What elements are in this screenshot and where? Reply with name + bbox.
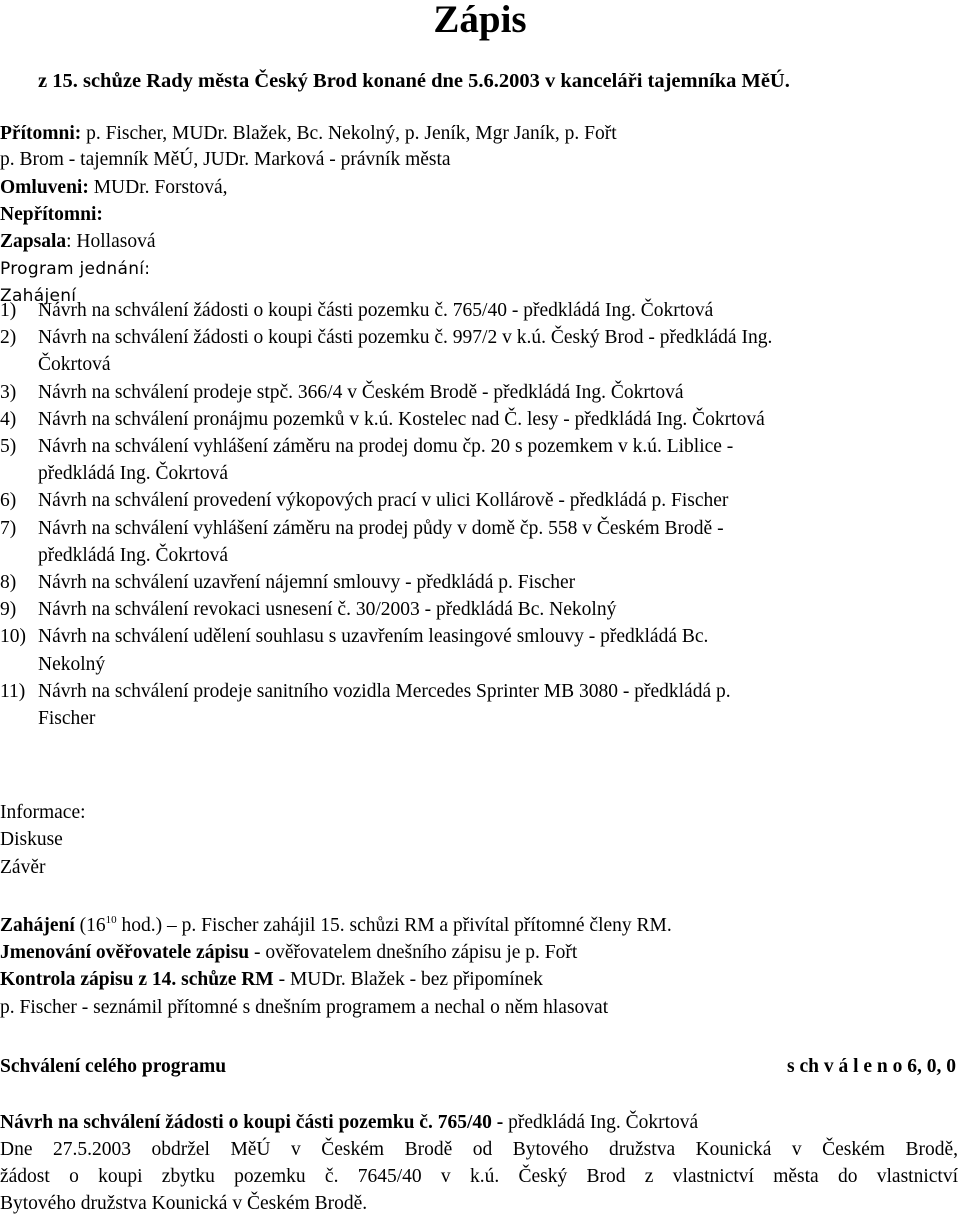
- opening-time-post: hod.): [116, 915, 163, 936]
- agenda-item-text: Návrh na schválení udělení souhlasu s uzavřením leasingové smlouvy - předkládá Bc.: [38, 626, 709, 648]
- item1-label: Návrh na schválení žádosti o koupi části pozemku č. 765/40 -: [0, 1112, 504, 1133]
- discussion-heading: Diskuse: [0, 829, 63, 850]
- attendance-recorder: [0, 229, 155, 255]
- info-heading: Informace:: [0, 802, 86, 823]
- recorder-label: Zapsala: [0, 231, 67, 252]
- present-text: p. Fischer, MUDr. Blažek, Bc. Nekolný, p. Jeník, Mgr Janík, p. Fořt: [81, 123, 617, 144]
- attendance-present: [0, 121, 617, 147]
- agenda-item-text: Návrh na schválení prodeje sanitního vozidla Mercedes Sprinter MB 3080 - předkládá p.: [38, 680, 731, 702]
- agenda-item-number: 11): [0, 680, 26, 702]
- agenda-item: [0, 516, 960, 570]
- opening-time-sup: 10: [105, 914, 117, 926]
- agenda-item-text: Návrh na schválení provedení výkopových prací v ulici Kollárově - předkládá p. Fischer: [38, 490, 729, 512]
- item1-body-line-1: Dne 27.5.2003 obdržel MěÚ v Českém Brodě od Bytového družstva Kounická v Českém Brodě,: [0, 1139, 958, 1160]
- item1-heading: [0, 1110, 698, 1136]
- verifier-label: Jmenování ověřovatele zápisu: [0, 942, 250, 963]
- verifier-line: [0, 940, 577, 966]
- agenda-item-text: Návrh na schválení vyhlášení záměru na prodej půdy v domě čp. 558 v Českém Brodě -: [38, 517, 724, 539]
- agenda-item: [0, 298, 960, 325]
- agenda-item-text: Návrh na schválení prodeje stpč. 366/4 v Českém Brodě - předkládá Ing. Čokrtová: [38, 381, 684, 403]
- agenda-item-number: 5): [0, 436, 17, 457]
- opening-time-pre: (16: [74, 915, 106, 936]
- agenda-item-number: 6): [0, 490, 17, 512]
- control-label: Kontrola zápisu z 14. schůze RM: [0, 969, 274, 990]
- verifier-text: - ověřovatelem dnešního zápisu je p. Fořt: [249, 942, 578, 963]
- agenda-item-text: Fischer: [38, 707, 96, 729]
- opening-section-label: Zahájení: [0, 915, 75, 936]
- program-note: p. Fischer - seznámil přítomné s dnešním programem a nechal o něm hlasovat: [0, 997, 609, 1018]
- agenda-item: [0, 380, 960, 407]
- control-line: [0, 967, 543, 993]
- excused-text: MUDr. Forstová,: [88, 177, 228, 198]
- conclusion-heading: Závěr: [0, 857, 46, 878]
- agenda-item-number: 8): [0, 572, 17, 593]
- opening-section: [0, 913, 672, 939]
- document-title: Zápis: [433, 0, 527, 41]
- excused-label: Omluveni:: [0, 177, 89, 198]
- agenda-item: [0, 597, 960, 624]
- agenda-item-text: Návrh na schválení vyhlášení záměru na prodej domu čp. 20 s pozemkem v k.ú. Liblice -: [38, 436, 734, 457]
- agenda-item-number: 7): [0, 517, 17, 539]
- item1-text: předkládá Ing. Čokrtová: [503, 1112, 699, 1133]
- agenda-item: [0, 624, 960, 678]
- agenda-item: [0, 488, 960, 515]
- agenda-item-text: Čokrtová: [38, 354, 111, 376]
- agenda-item: [0, 679, 960, 733]
- agenda-item: [0, 434, 960, 488]
- agenda-item-text: Návrh na schválení žádosti o koupi části pozemku č. 765/40 - předkládá Ing. Čokrtová: [38, 300, 714, 321]
- agenda-item-text: Návrh na schválení žádosti o koupi části pozemku č. 997/2 v k.ú. Český Brod - předkládá Ing.: [38, 327, 773, 349]
- opening-section-text: – p. Fischer zahájil 15. schůzi RM a přivítal přítomné členy RM.: [162, 915, 672, 936]
- present-label: Přítomni:: [0, 123, 82, 144]
- item1-body-line-3: Bytového družstva Kounická v Českém Brodě.: [0, 1193, 368, 1214]
- program-opening: Zahájení: [0, 286, 77, 306]
- approval-result: s ch v á l e n o 6, 0, 0: [786, 1056, 956, 1077]
- attendance-excused: [0, 175, 228, 201]
- attendance-absent: Nepřítomni:: [0, 204, 103, 225]
- document-subtitle: z 15. schůze Rady města Český Brod konané dne 5.6.2003 v kanceláři tajemníka MěÚ.: [38, 70, 790, 92]
- agenda-item-number: 2): [0, 327, 17, 349]
- agenda-item-text: Návrh na schválení pronájmu pozemků v k.ú. Kostelec nad Č. lesy - předkládá Ing. Čokrtová: [38, 408, 765, 430]
- agenda-item: [0, 570, 960, 597]
- agenda-item: [0, 325, 960, 379]
- agenda-item-number: 3): [0, 381, 17, 403]
- agenda-item-number: 9): [0, 599, 17, 621]
- agenda-item-text: Návrh na schválení revokaci usnesení č. 30/2003 - předkládá Bc. Nekolný: [38, 599, 617, 621]
- agenda-item-number: 4): [0, 408, 17, 430]
- approval-label: Schválení celého programu: [0, 1056, 227, 1077]
- item1-body-line-2: žádost o koupi zbytku pozemku č. 7645/40 v k.ú. Český Brod z vlastnictví města do vlastnictví: [0, 1166, 958, 1187]
- agenda-item-text: předkládá Ing. Čokrtová: [38, 463, 229, 485]
- agenda-item: [0, 407, 960, 434]
- agenda-item-number: 10): [0, 626, 26, 648]
- control-text: - MUDr. Blažek - bez připomínek: [273, 969, 543, 990]
- recorder-text: : Hollasová: [66, 231, 156, 252]
- attendance-present-2: p. Brom - tajemník MěÚ, JUDr. Marková - právník města: [0, 149, 451, 170]
- agenda-item-text: Nekolný: [38, 653, 106, 675]
- agenda-item-text: předkládá Ing. Čokrtová: [38, 544, 229, 566]
- program-heading: Program jednání:: [0, 259, 151, 279]
- agenda-item-number: 1): [0, 300, 17, 321]
- agenda-item-text: Návrh na schválení uzavření nájemní smlouvy - předkládá p. Fischer: [38, 572, 576, 593]
